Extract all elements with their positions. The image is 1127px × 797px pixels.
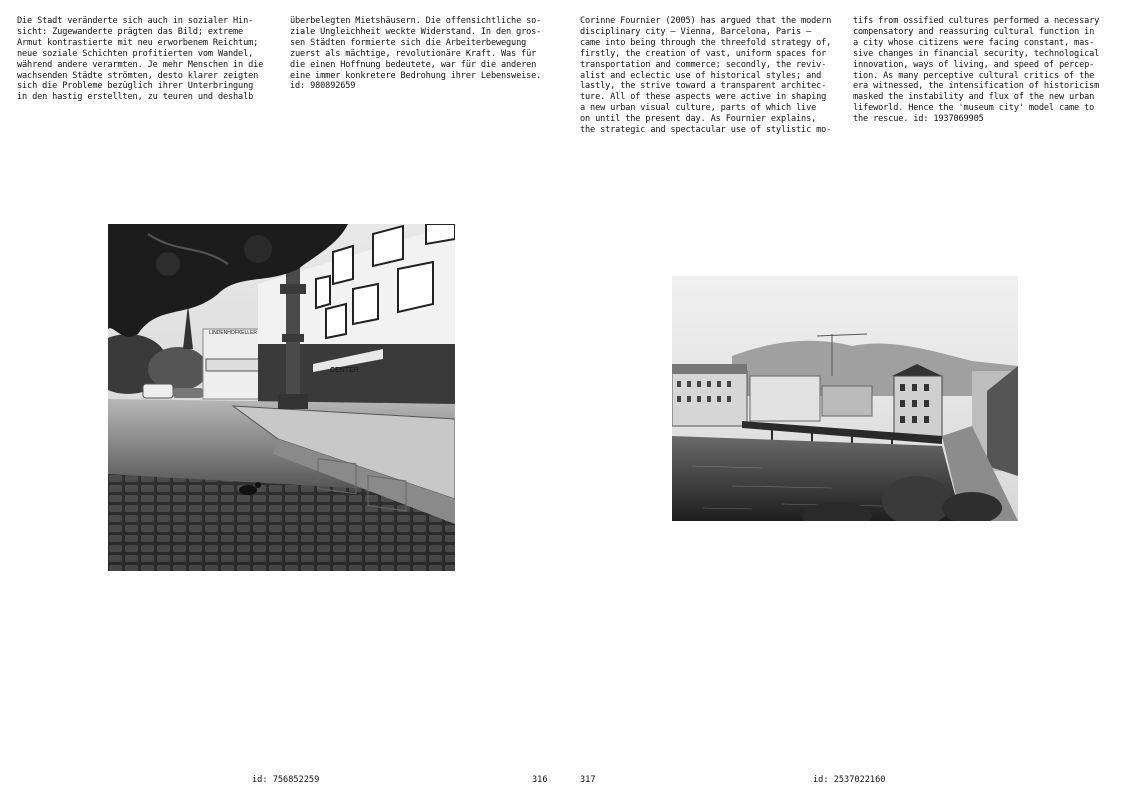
sign-restaurant: LINDENHOFKELLER — [208, 330, 258, 336]
photo-river-cityscape — [672, 276, 1018, 521]
left-page-text-column-1: Die Stadt veränderte sich auch in sozialer Hin- sicht: Zugewanderte prägten das Bild; extreme Armut kontrastierte mit neu erworbenem Reichtum; neue soziale Schichten profitierten vom Wandel, während andere verarmten. Je mehr Menschen in die wachsenden Städte strömten, desto klarer zeigten sich die Probleme bezüglich ihrer Unterbringung in den hastig erstellten, zu teuren und deshalb — [17, 16, 264, 103]
left-page-number: 316 — [532, 775, 548, 785]
left-page-text-column-2: überbelegten Mietshäusern. Die offensichtliche so- ziale Ungleichheit weckte Widerstand. In den gros- sen Städten formierte sich die Arbeiterbewegung zuerst als mächtige, revolutionäre Kraft. Was für die einen Hoffnung bedeutete, war für die anderen eine immer konkretere Bedrohung ihrer Lebensweise. id: 980892659 — [290, 16, 542, 92]
sign-center: CENTER — [330, 367, 359, 374]
right-page-number: 317 — [580, 775, 596, 785]
left-page-footer-id: id: 756852259 — [252, 775, 320, 785]
right-page-text-column-1: Corinne Fournier (2005) has argued that the modern disciplinary city – Vienna, Barcelona, Paris – came into being through the threefold strategy of, firstly, the creation of vast, uniform spaces for transportation and commerce; secondly, the reviv- alist and eclectic use of historical styles; and lastly, the strive toward a transparent architec- ture. All of these aspects were active in shaping a new urban visual culture, parts of which live on until the present day. As Fournier explains, the strategic and spectacular use of stylistic mo- — [580, 16, 832, 136]
photo-town-square-fountain — [108, 224, 455, 571]
right-page-footer-id: id: 2537022160 — [813, 775, 886, 785]
right-page-text-column-2: tifs from ossified cultures performed a necessary compensatory and reassuring cultural function in a city whose citizens were facing constant, mas- sive changes in financial security, technological innovation, ways of living, and speed of percep- tion. As many perceptive cultural critics of the era witnessed, the intensification of historicism masked the instability and flux of the new urban lifeworld. Hence the 'museum city' model came to the rescue. id: 1937069905 — [853, 16, 1100, 125]
